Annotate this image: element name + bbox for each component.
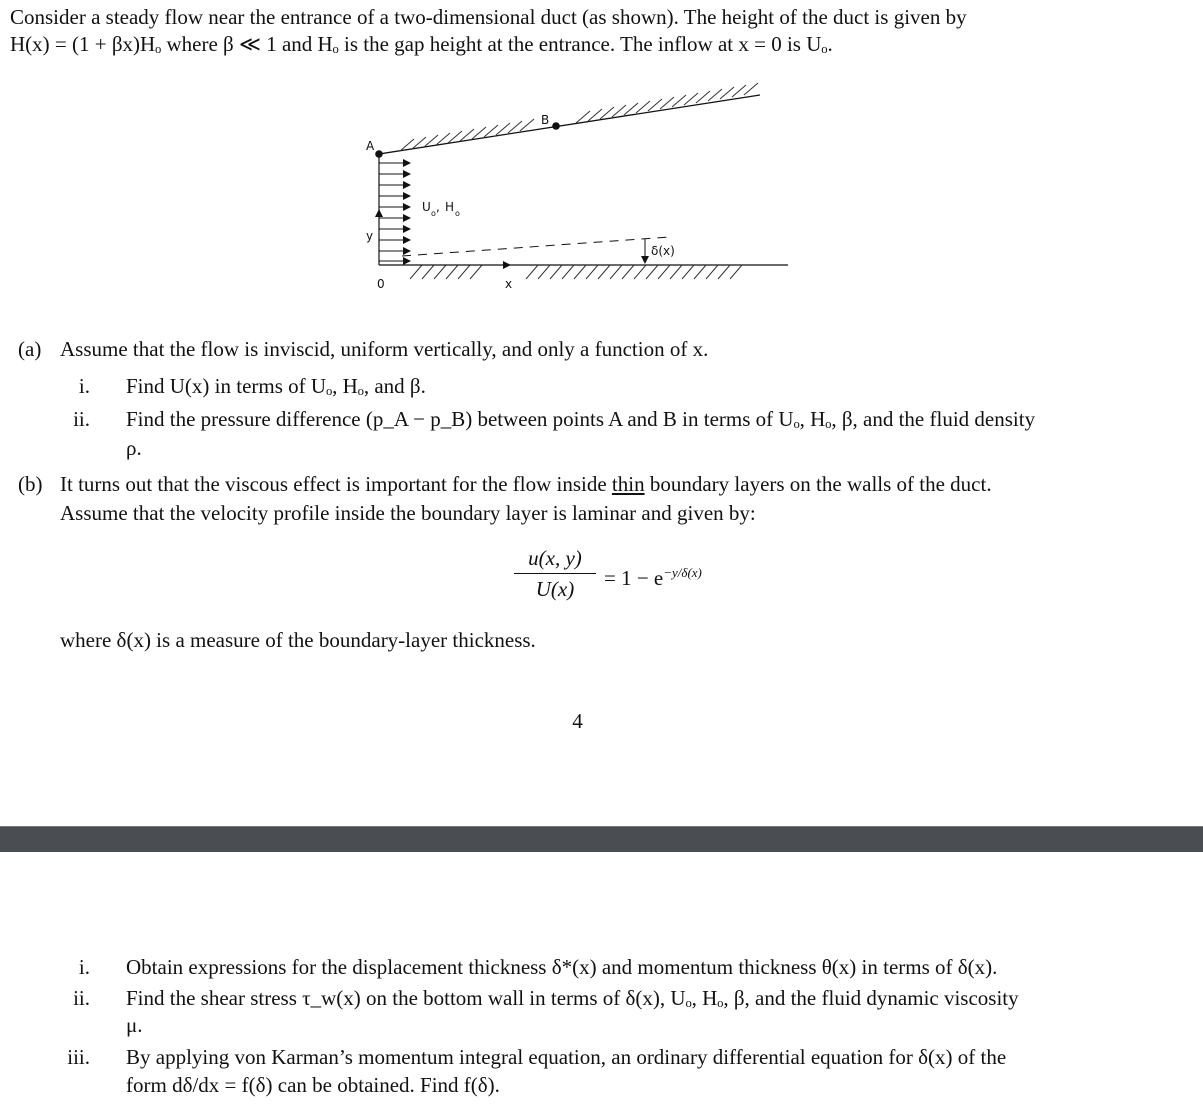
item-number: ii. [73, 407, 90, 431]
bottom-wall-hatching [410, 265, 742, 279]
label-origin: 0 [377, 277, 385, 291]
part-a [0, 336, 1203, 466]
problem-intro [10, 4, 1195, 58]
page-number: 4 [572, 709, 583, 733]
part-b-continued [0, 954, 1203, 1104]
equation-rhs [604, 559, 702, 592]
label-x: x [505, 277, 513, 291]
part-b-line-1-post: boundary layers on the walls of the duct. [649, 472, 992, 496]
duct-diagram [340, 75, 800, 300]
label-flow-velocity: U [422, 200, 431, 214]
duct-figure [340, 75, 800, 300]
item-number: i. [78, 955, 90, 979]
part-b-line-1-pre: It turns out that the viscous effect is important for the flow inside [60, 472, 607, 496]
item-text: Obtain expressions for the displacement thickness δ*(x) and momentum thickness θ(x) in terms of δ(x). [126, 955, 998, 979]
equation-exponent: −y/δ(x) [663, 565, 702, 580]
item-text-line-2: form dδ/dx = f(δ) can be obtained. Find f(δ). [126, 1073, 500, 1097]
part-b-thin-underlined: thin [611, 472, 645, 496]
item-number: iii. [67, 1045, 90, 1069]
item-text: Find U(x) in terms of Uₒ, Hₒ, and β. [126, 374, 426, 398]
label-b: B [541, 113, 550, 127]
label-delta: δ(x) [651, 244, 675, 258]
equation-rhs-base: = 1 − e [604, 566, 664, 590]
label-a: A [366, 139, 375, 153]
item-text-line-1: Find the pressure difference (p_A − p_B) between points A and B in terms of Uₒ, Hₒ, β, and the fluid density [126, 407, 1036, 431]
item-text-line-1: Find the shear stress τ_w(x) on the bottom wall in terms of δ(x), Uₒ, Hₒ, β, and the fluid dynamic viscosity [126, 986, 1019, 1010]
label-y: y [366, 229, 374, 243]
page-divider [0, 826, 1203, 852]
svg-text:,: , [436, 200, 440, 214]
point-a [375, 150, 383, 158]
item-number: i. [78, 374, 90, 398]
intro-line-2: H(x) = (1 + βx)Hₒ where β ≪ 1 and Hₒ is the gap height at the entrance. The inflow at x = 0 is Uₒ. [10, 32, 833, 56]
fraction-bar [514, 573, 596, 574]
part-a-text: Assume that the flow is inviscid, uniform vertically, and only a function of x. [60, 337, 709, 361]
part-b-line-2: Assume that the velocity profile inside the boundary layer is laminar and given by: [60, 501, 756, 525]
equation-numerator: u(x, y) [528, 546, 582, 570]
part-b-label: (b) [18, 472, 43, 496]
intro-line-1: Consider a steady flow near the entrance of a two-dimensional duct (as shown). The height of the duct is given by [10, 5, 967, 29]
inflow-arrows [379, 163, 410, 261]
item-text-line-2: ρ. [126, 436, 142, 460]
boundary-layer-edge [402, 237, 670, 256]
item-number: ii. [73, 986, 90, 1010]
equation-denominator: U(x) [535, 577, 575, 601]
velocity-profile-equation [510, 545, 770, 607]
part-b-where: where δ(x) is a measure of the boundary-layer thickness. [60, 628, 536, 652]
item-text-line-1: By applying von Karman’s momentum integral equation, an ordinary differential equation for δ(x) of the [126, 1045, 1007, 1069]
item-text-line-2: μ. [126, 1013, 143, 1037]
part-a-label: (a) [18, 337, 42, 361]
top-wall-hatching [400, 83, 758, 151]
label-gap-height-sub: o [455, 209, 460, 218]
label-flow-velocity-sub: o [431, 209, 436, 218]
part-b-line-1 [60, 471, 1195, 498]
point-b [552, 122, 560, 130]
label-gap-height: H [445, 200, 455, 214]
equation-fraction [510, 545, 600, 602]
